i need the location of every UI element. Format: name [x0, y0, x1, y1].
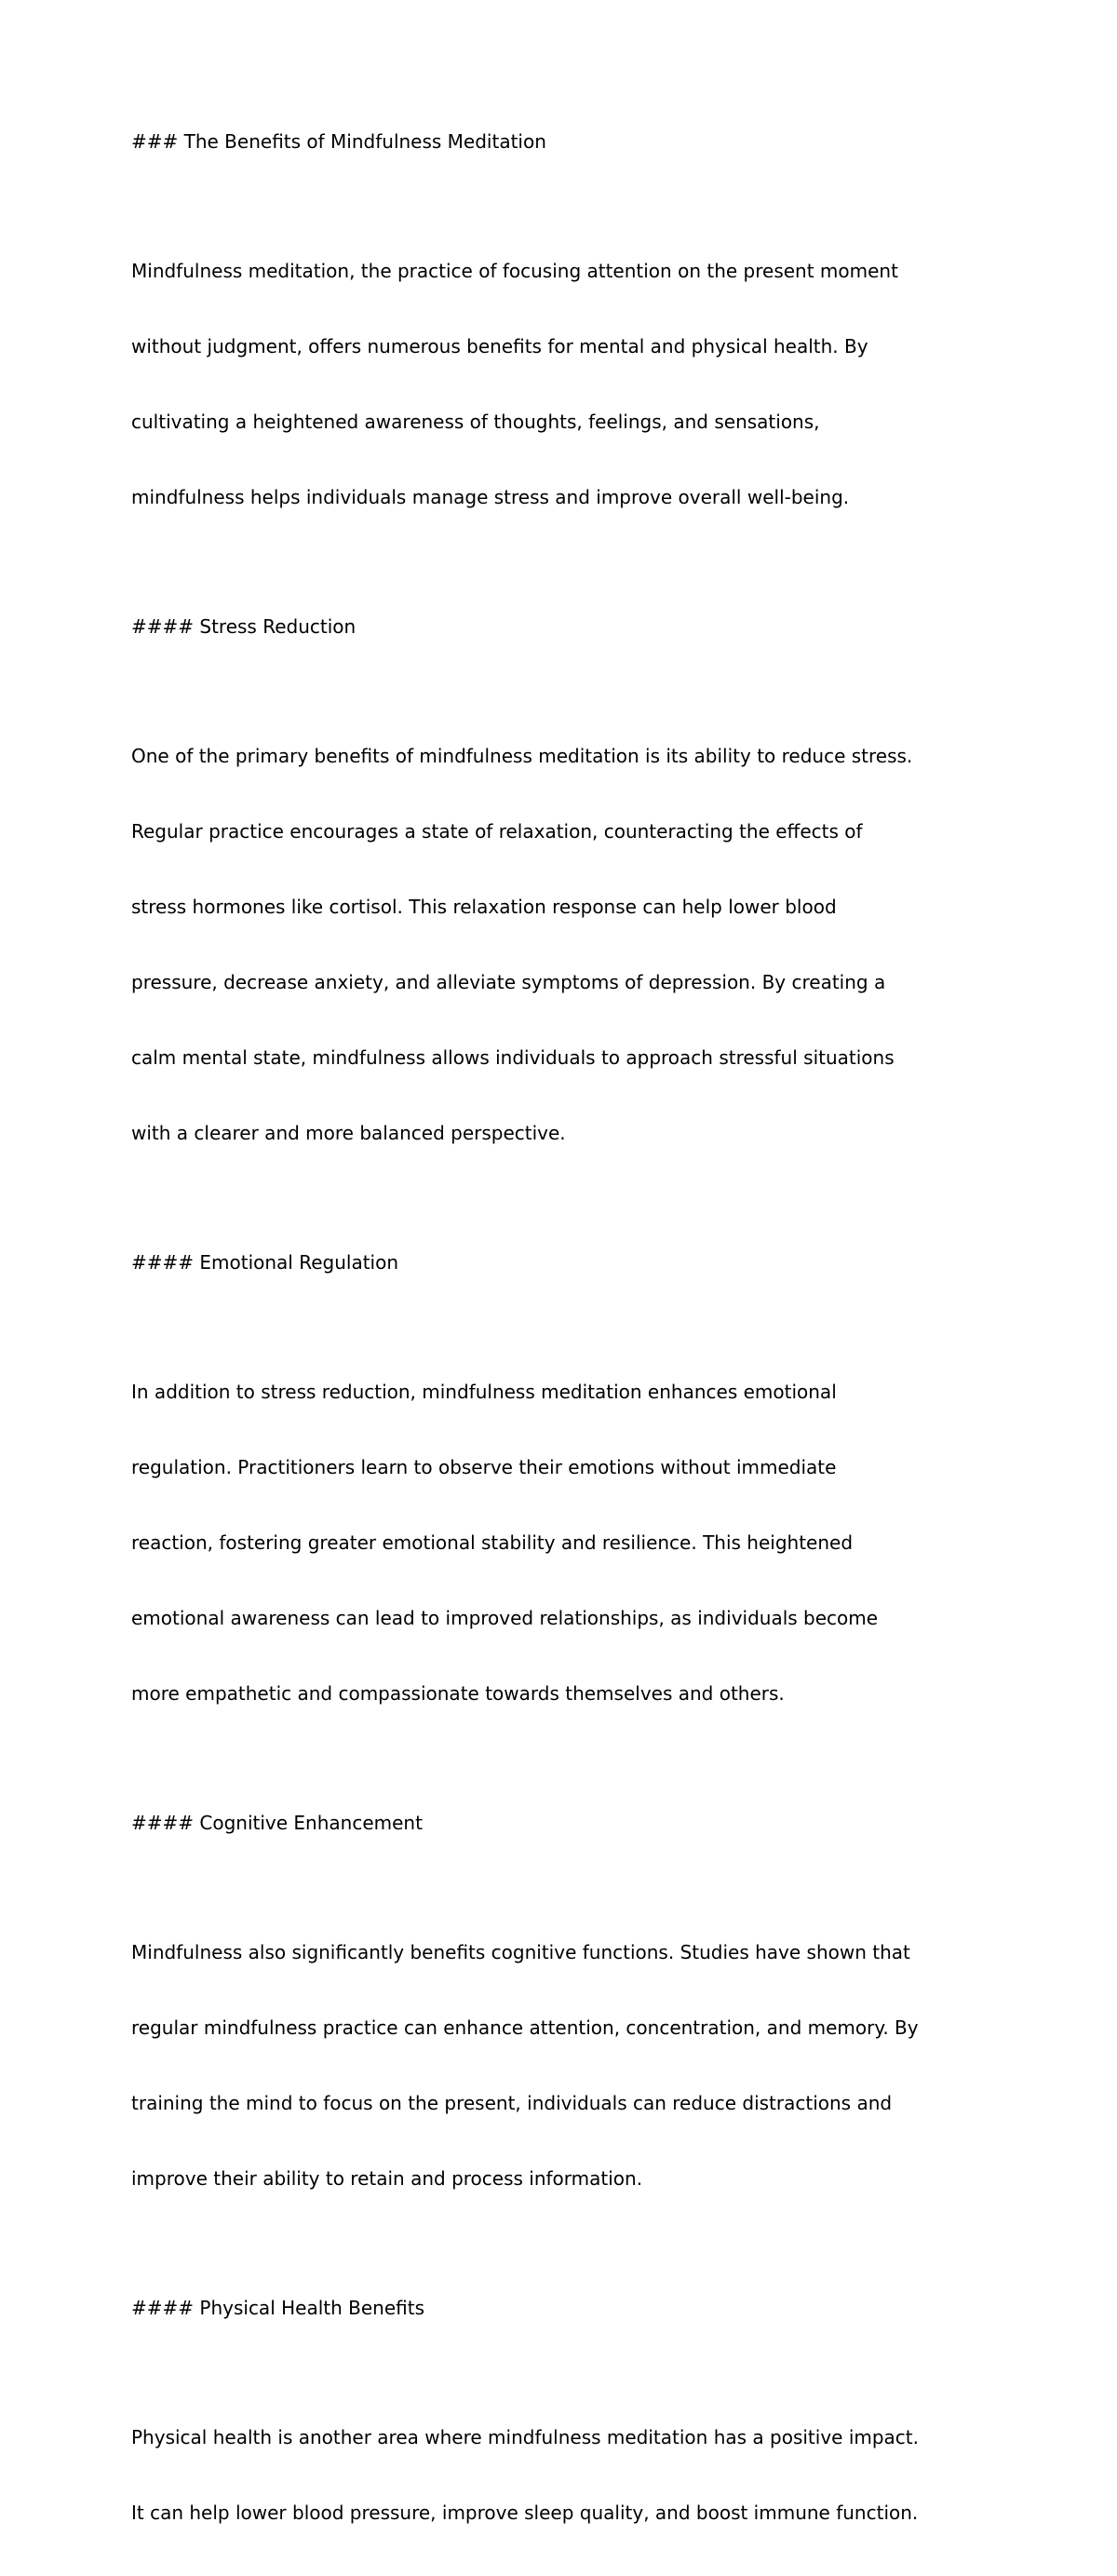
paragraph-line: Physical health is another area where mindfulness meditation has a positive impact.: [131, 2426, 920, 2448]
section-paragraph-physical-health-benefits: [131, 2375, 997, 2576]
paragraph-line: regulation. Practitioners learn to observe their emotions without immediate: [131, 1456, 837, 1478]
paragraph-line: In addition to stress reduction, mindfulness meditation enhances emotional: [131, 1381, 837, 1403]
section-paragraph-emotional-regulation: [131, 1329, 997, 1757]
spacer: [131, 1836, 997, 1890]
section-heading-cognitive-enhancement: #### Cognitive Enhancement: [131, 1812, 423, 1834]
paragraph-line: mindfulness helps individuals manage stress and improve overall well-being.: [131, 486, 850, 508]
paragraph-line: Mindfulness also significantly benefits cognitive functions. Studies have shown that: [131, 1941, 910, 1963]
spacer: [131, 1275, 997, 1329]
paragraph-line: training the mind to focus on the present, individuals can reduce distractions and: [131, 2092, 893, 2114]
spacer: [131, 2242, 997, 2296]
intro-paragraph: [131, 209, 997, 560]
paragraph-line: emotional awareness can lead to improved relationships, as individuals become: [131, 1607, 879, 1629]
document-title: ### The Benefits of Mindfulness Meditation: [131, 130, 546, 153]
spacer: [131, 2321, 997, 2375]
paragraph-line: calm mental state, mindfulness allows individuals to approach stressful situations: [131, 1046, 895, 1069]
paragraph-line: with a clearer and more balanced perspective.: [131, 1122, 566, 1144]
paragraph-line: regular mindfulness practice can enhance attention, concentration, and memory. By: [131, 2016, 919, 2039]
paragraph-line: cultivating a heightened awareness of thoughts, feelings, and sensations,: [131, 411, 820, 433]
paragraph-line: improve their ability to retain and process information.: [131, 2167, 643, 2190]
spacer: [131, 155, 997, 209]
paragraph-line: One of the primary benefits of mindfulness meditation is its ability to reduce stress.: [131, 745, 913, 767]
paragraph-line: stress hormones like cortisol. This relaxation response can help lower blood: [131, 896, 837, 918]
paragraph-line: more empathetic and compassionate towards themselves and others.: [131, 1682, 785, 1705]
paragraph-line: It can help lower blood pressure, improve sleep quality, and boost immune function.: [131, 2502, 919, 2524]
section-heading-stress-reduction: #### Stress Reduction: [131, 615, 357, 638]
section-heading-emotional-regulation: #### Emotional Regulation: [131, 1251, 399, 1274]
paragraph-line: Regular practice encourages a state of relaxation, counteracting the effects of: [131, 820, 863, 843]
paragraph-line: Mindfulness meditation, the practice of focusing attention on the present moment: [131, 260, 898, 282]
section-paragraph-cognitive-enhancement: [131, 1890, 997, 2242]
spacer: [131, 1757, 997, 1811]
paragraph-line: reaction, fostering greater emotional stability and resilience. This heightened: [131, 1531, 854, 1554]
document-page: [131, 129, 997, 2576]
spacer: [131, 640, 997, 694]
section-paragraph-stress-reduction: [131, 694, 997, 1196]
spacer: [131, 560, 997, 614]
paragraph-line: without judgment, offers numerous benefits for mental and physical health. By: [131, 335, 868, 357]
spacer: [131, 1196, 997, 1250]
section-heading-physical-health-benefits: #### Physical Health Benefits: [131, 2297, 424, 2319]
paragraph-line: pressure, decrease anxiety, and alleviate symptoms of depression. By creating a: [131, 971, 886, 993]
